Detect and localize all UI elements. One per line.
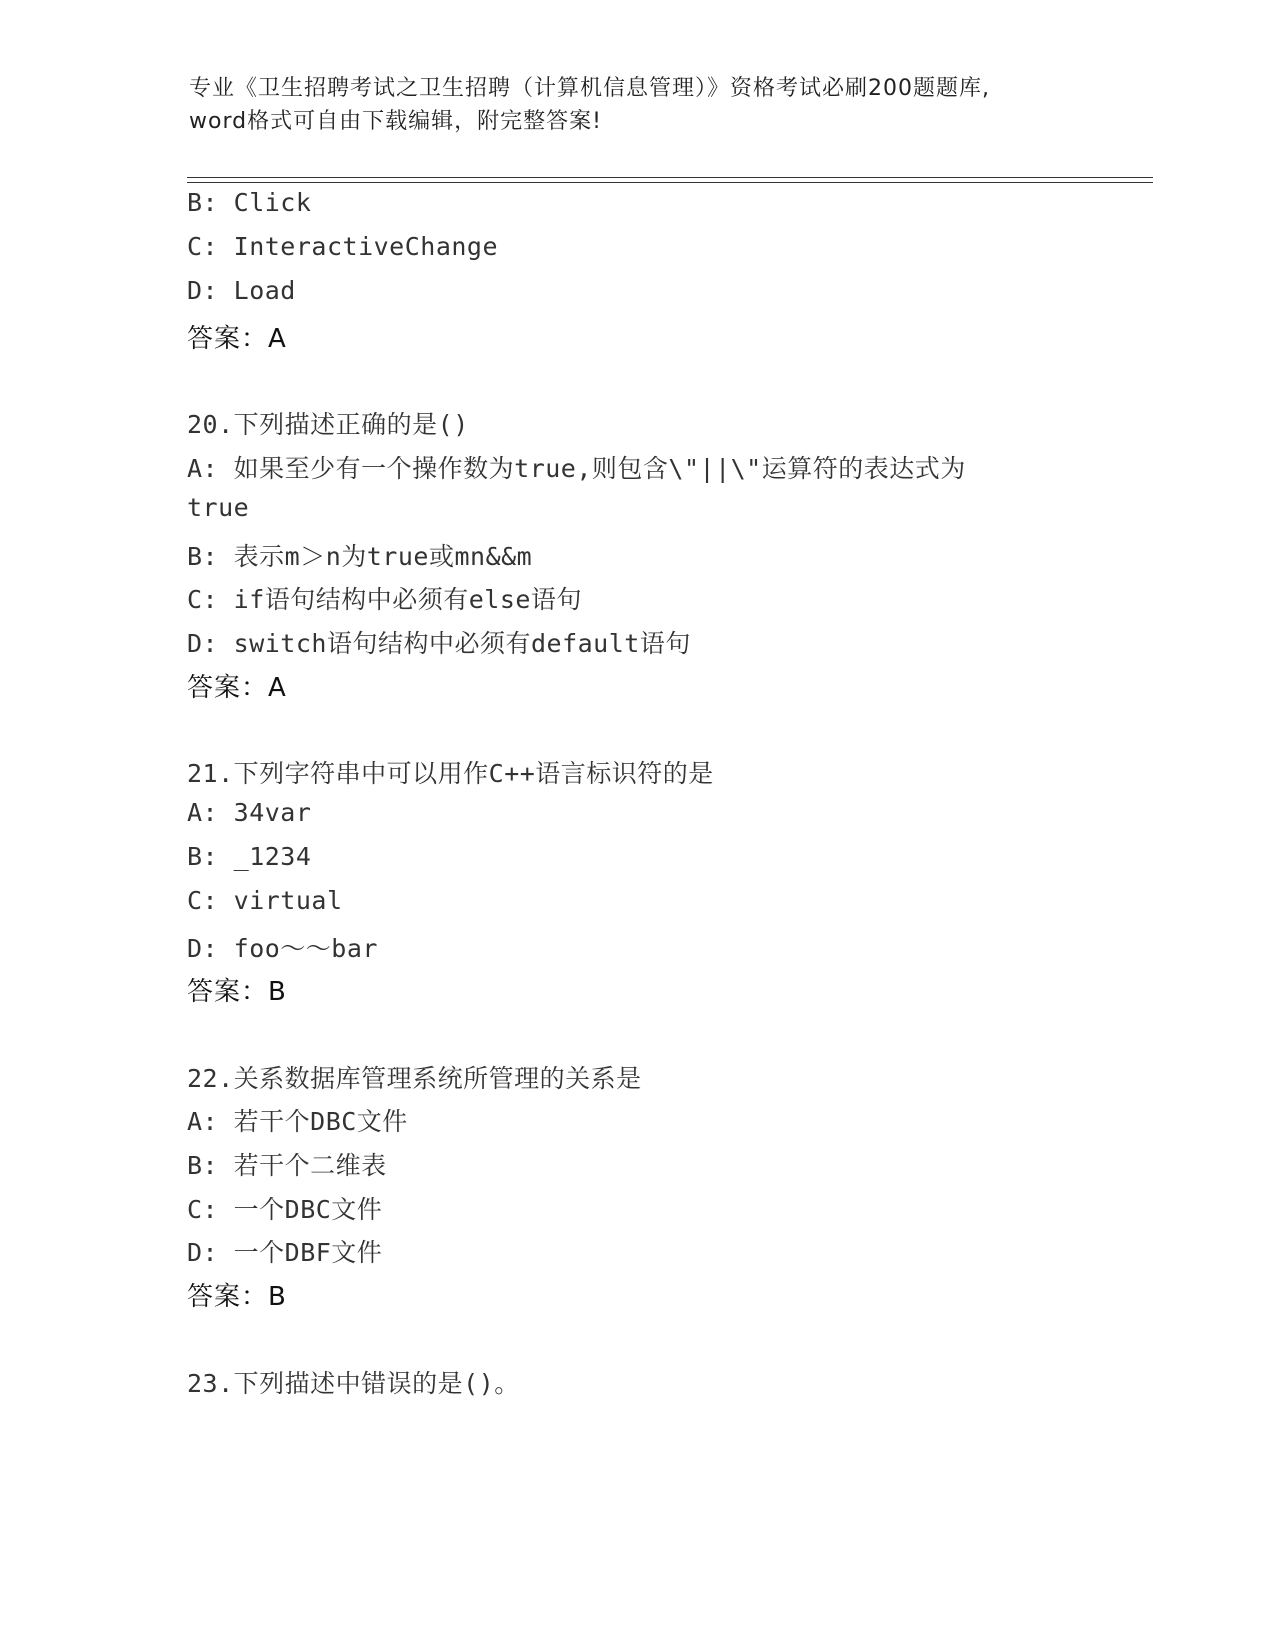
q19-answer: 答案：A: [187, 324, 287, 354]
q21-option-c: C: virtual: [187, 886, 343, 915]
q20-option-b: B: 表示m＞n为true或mn&&m: [187, 542, 533, 571]
q22-option-c: C: 一个DBC文件: [187, 1195, 383, 1224]
header-line-1: 专业《卫生招聘考试之卫生招聘（计算机信息管理）》资格考试必刷200题题库,: [189, 76, 990, 101]
q20-option-d: D: switch语句结构中必须有default语句: [187, 629, 691, 658]
q20-answer: 答案：A: [187, 673, 287, 703]
q22-answer: 答案：B: [187, 1282, 287, 1312]
q20-question: 20.下列描述正确的是(): [187, 410, 469, 439]
document-header: [189, 72, 1149, 138]
q21-option-d: D: foo～～bar: [187, 934, 378, 963]
header-divider-top: [187, 177, 1153, 178]
q21-option-a: A: 34var: [187, 798, 312, 827]
q19-option-d: D: Load: [187, 276, 296, 305]
q22-option-a: A: 若干个DBC文件: [187, 1107, 408, 1136]
q21-answer: 答案：B: [187, 977, 287, 1007]
q20-option-a-continued: true: [187, 493, 250, 522]
q20-option-c: C: if语句结构中必须有else语句: [187, 585, 582, 614]
q22-question: 22.关系数据库管理系统所管理的关系是: [187, 1064, 642, 1093]
q19-option-b: B: Click: [187, 188, 312, 217]
q22-option-d: D: 一个DBF文件: [187, 1238, 383, 1267]
q22-option-b: B: 若干个二维表: [187, 1151, 387, 1180]
q21-option-b: B: _1234: [187, 842, 312, 871]
q23-question: 23.下列描述中错误的是()。: [187, 1369, 520, 1398]
q19-option-c: C: InteractiveChange: [187, 232, 499, 261]
q21-question: 21.下列字符串中可以用作C++语言标识符的是: [187, 759, 714, 788]
header-line-2: word格式可自由下载编辑，附完整答案!: [189, 109, 602, 134]
header-divider-bottom: [187, 182, 1153, 183]
q20-option-a: A: 如果至少有一个操作数为true,则包含\"||\"运算符的表达式为: [187, 454, 966, 483]
